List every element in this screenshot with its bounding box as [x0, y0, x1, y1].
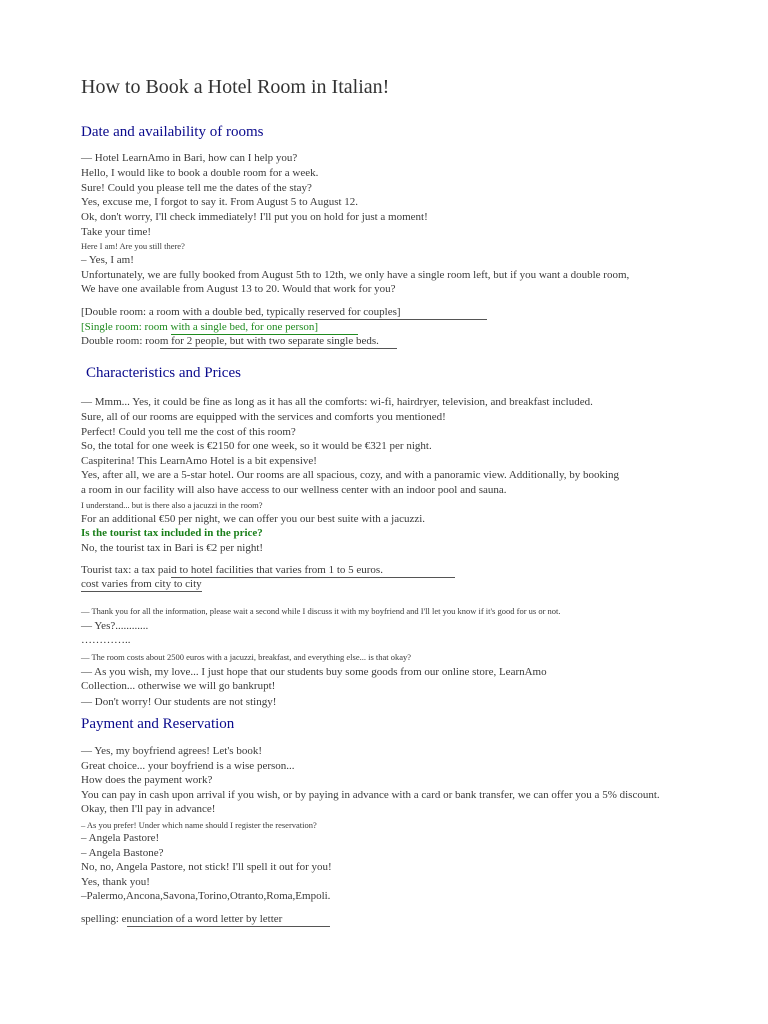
dialog-line: Okay, then I'll pay in advance! — [81, 803, 216, 815]
dialog-line: Sure, all of our rooms are equipped with the services and comforts you mentioned! — [81, 411, 446, 423]
dialog-line: Hello, I would like to book a double room for a week. — [81, 167, 319, 179]
glossary-term: Double room: roo — [81, 335, 160, 347]
dialog-line: Yes, after all, we are a 5-star hotel. Our rooms are all spacious, cozy, and with a panoramic view. Additionally, by booking — [81, 469, 620, 481]
glossary-tourist-tax-cont — [81, 577, 202, 592]
dialog-line: Caspiterina! This LearnAmo Hotel is a bit expensive! — [81, 455, 317, 467]
section-heading-dates: Date and availability of rooms — [81, 124, 264, 140]
dialog-line: — Hotel LearnAmo in Bari, how can I help you? — [81, 152, 298, 164]
section-heading-payment: Payment and Reservation — [81, 716, 235, 732]
dialog-line: Yes, thank you! — [81, 876, 150, 888]
dialog-line: — Yes?............ — [81, 620, 149, 632]
glossary-term: [Single room: room — [81, 321, 171, 333]
dialog-line: Perfect! Could you tell me the cost of this room? — [81, 426, 296, 438]
glossary-definition: with a double bed, typically reserved for couples] — [182, 306, 486, 320]
dialog-line: Yes, excuse me, I forgot to say it. From August 5 to August 12. — [81, 196, 359, 208]
dialog-line: – Angela Bastone? — [81, 847, 164, 859]
dialog-line: –Palermo,Ancona,Savona,Torino,Otranto,Roma,Empoli. — [81, 890, 331, 902]
dialog-line: No, the tourist tax in Bari is €2 per night! — [81, 542, 264, 554]
glossary-double-room — [81, 305, 487, 320]
dialog-line: Here I am! Are you still there? — [81, 241, 185, 251]
glossary-definition: m for 2 people, but with two separate single beds. — [160, 335, 397, 349]
dialog-line: Great choice... your boyfriend is a wise person... — [81, 760, 295, 772]
dialog-line: So, the total for one week is €2150 for one week, so it would be €321 per night. — [81, 440, 432, 452]
dialog-line: — Mmm... Yes, it could be fine as long as it has all the comforts: wi-fi, hairdryer, television, and breakfast included. — [81, 396, 593, 408]
section-heading-characteristics: Characteristics and Prices — [86, 365, 241, 381]
dialog-line: – As you prefer! Under which name should I register the reservation? — [81, 820, 317, 830]
dialog-line: ………….. — [81, 634, 131, 646]
dialog-line: Collection... otherwise we will go bankrupt! — [81, 680, 276, 692]
dialog-line: We have one available from August 13 to 20. Would that work for you? — [81, 283, 396, 295]
dialog-line: No, no, Angela Pastore, not stick! I'll spell it out for you! — [81, 861, 332, 873]
dialog-line: Sure! Could you please tell me the dates of the stay? — [81, 182, 312, 194]
glossary-definition: nunciation of a word letter by letter — [127, 913, 331, 927]
dialog-line: – Angela Pastore! — [81, 832, 160, 844]
glossary-single-room — [81, 320, 358, 335]
glossary-definition: with a single bed, for one person] — [171, 321, 359, 335]
glossary-term: spelling: e — [81, 913, 127, 925]
dialog-line: – Yes, I am! — [81, 254, 134, 266]
glossary-tourist-tax — [81, 563, 455, 578]
dialog-line: a room in our facility will also have access to our wellness center with an indoor pool and sauna. — [81, 484, 507, 496]
dialog-line: Ok, don't worry, I'll check immediately! I'll put you on hold for just a moment! — [81, 211, 428, 223]
glossary-term: Tourist tax: a tax pai — [81, 564, 172, 576]
glossary-spelling — [81, 912, 330, 927]
dialog-line: You can pay in cash upon arrival if you wish, or by paying in advance with a card or bank transfer, we can offer you a 5% discount. — [81, 789, 660, 801]
dialog-line: Unfortunately, we are fully booked from August 5th to 12th, we only have a single room left, but if you want a double room, — [81, 269, 630, 281]
dialog-line: — Thank you for all the information, please wait a second while I discuss it with my boyfriend and I'll let you know if it's good for us or not. — [81, 606, 561, 616]
dialog-line: — As you wish, my love... I just hope that our students buy some goods from our online store, LearnAmo — [81, 666, 547, 678]
page-title: How to Book a Hotel Room in Italian! — [81, 76, 390, 98]
glossary-twin-room — [81, 334, 397, 349]
glossary-definition: d to hotel facilities that varies from 1 to 5 euros. — [171, 564, 455, 578]
dialog-line: Take your time! — [81, 226, 152, 238]
dialog-line: How does the payment work? — [81, 774, 213, 786]
glossary-term: [Double room: a room — [81, 306, 183, 318]
dialog-line: — The room costs about 2500 euros with a jacuzzi, breakfast, and everything else... is that okay? — [81, 652, 412, 662]
dialog-line: I understand... but is there also a jacuzzi in the room? — [81, 500, 263, 510]
dialog-line: — Don't worry! Our students are not stingy! — [81, 696, 277, 708]
glossary-definition: cost varies from city to city — [81, 578, 202, 590]
dialog-line: For an additional €50 per night, we can offer you our best suite with a jacuzzi. — [81, 513, 426, 525]
dialog-line: — Yes, my boyfriend agrees! Let's book! — [81, 745, 263, 757]
highlighted-question: Is the tourist tax included in the price? — [81, 527, 263, 539]
